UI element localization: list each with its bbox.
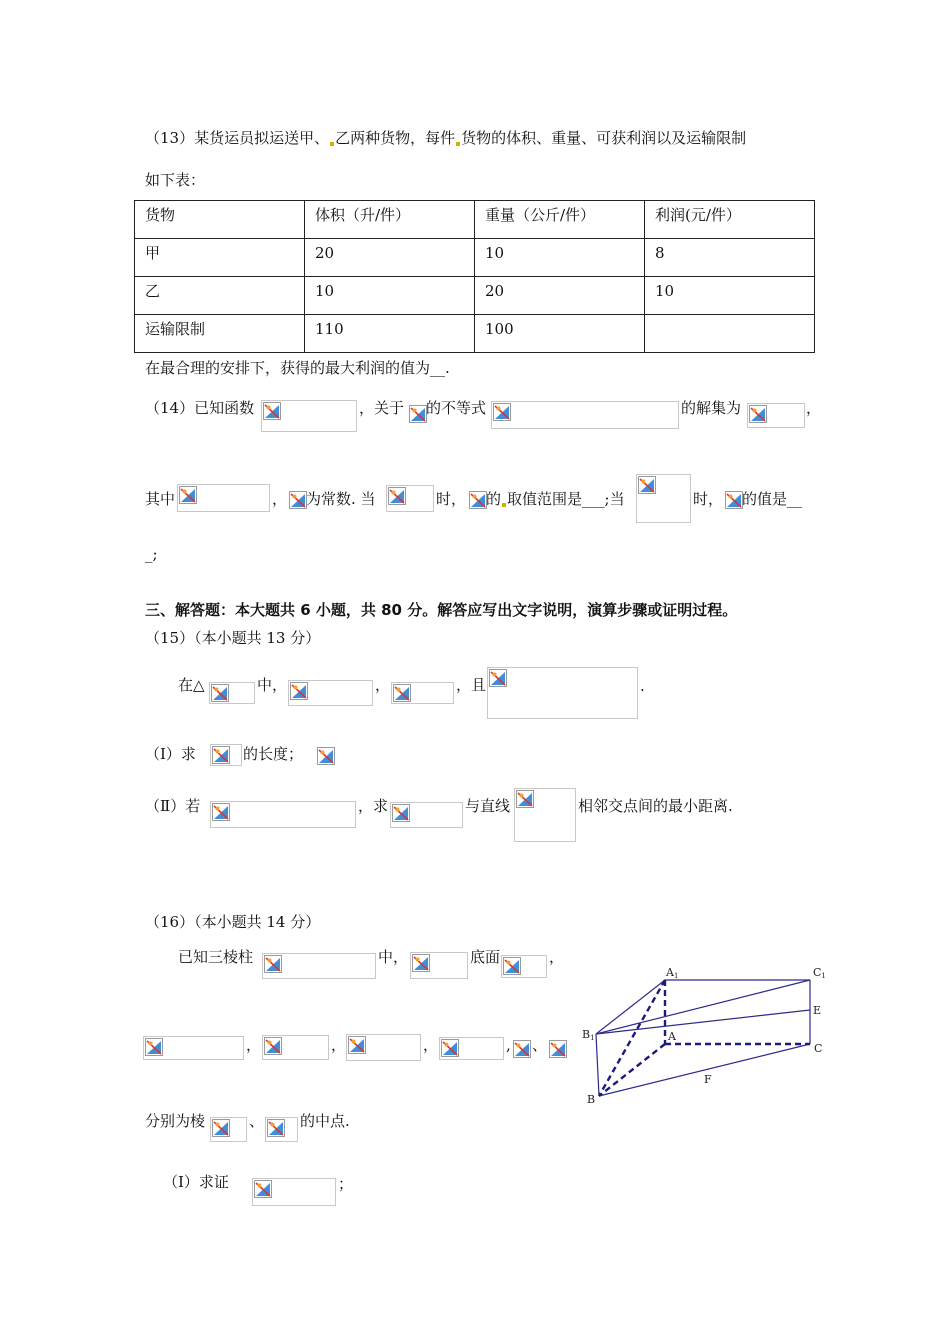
label-e: E [813,1004,822,1017]
broken-image-icon [179,486,197,504]
broken-image-icon [513,1040,531,1058]
q14-text: 其中 [145,490,176,508]
q14-text: 为常数. 当 [306,490,376,508]
formula-image [288,490,306,510]
label-c1: C1 [813,966,826,980]
q16-text: 、 [249,1112,265,1130]
label-f: F [704,1073,712,1086]
broken-image-icon [317,747,335,765]
formula-image [210,744,242,766]
formula-image [261,400,357,432]
table-row [135,277,815,315]
formula-image [410,952,468,979]
label-b: B [587,1093,596,1106]
formula-image [386,485,434,512]
q14-text: 时， [693,490,724,508]
broken-image-icon [264,1037,282,1055]
q16-text: 已知三棱柱 [178,948,254,966]
broken-image-icon [264,955,282,973]
formula-image [512,1039,532,1059]
q13-line2: 如下表： [145,171,206,189]
q15-text: 在△ [178,676,205,694]
table-header-cell: 货物 [135,201,305,239]
q16-text: 分别为棱 [145,1112,206,1130]
formula-image [724,490,742,510]
q14-text: ， [272,490,288,508]
broken-image-icon [469,491,487,509]
q15-header: （15）（本小题共 13 分） [145,629,321,647]
broken-image-icon [489,669,507,687]
formula-image [288,680,373,706]
q16-text: ， [246,1036,262,1054]
q13-line1: （13）某货运员拟运送甲、 乙两种货物，每件 货物的体积、重量、可获利润以及运输限制 [145,129,747,147]
dot-mark [330,142,334,146]
formula-image [210,1117,247,1142]
broken-image-icon [212,803,230,821]
cargo-table [134,200,815,353]
broken-image-icon [409,405,427,423]
table-row [135,315,815,353]
table-cell: 110 [305,315,475,353]
label-a: A [668,1030,676,1043]
broken-image-icon [412,954,430,972]
table-cell: 100 [475,315,645,353]
q16-text: ， [549,948,565,966]
broken-image-icon [393,684,411,702]
broken-image-icon [212,1119,230,1137]
broken-image-icon [263,402,281,420]
q14-text: 时， [436,490,467,508]
formula-image [747,403,805,428]
prism-figure [580,962,830,1112]
broken-image-icon [289,491,307,509]
formula-image [316,746,334,766]
broken-image-icon [516,790,534,808]
q14-text: 的不等式 [426,399,487,417]
formula-image [636,474,691,523]
edge-b1e [596,1010,810,1034]
edge-a1b-hidden [599,980,665,1096]
table-header-cell: 利润(元/件） [645,201,815,239]
q13-after: 在最合理的安排下，获得的最大利润的值为__. [145,359,450,377]
formula-image [468,490,486,510]
table-header-row [135,201,815,239]
formula-image [439,1037,504,1060]
formula-image [262,1035,329,1060]
label-c: C [814,1042,823,1055]
q15-text: （Ⅱ）若 [145,797,201,815]
table-row [135,239,815,277]
broken-image-icon [388,487,406,505]
formula-image [487,667,638,719]
table-cell: 10 [305,277,475,315]
formula-image [391,682,454,704]
broken-image-icon [145,1038,163,1056]
formula-image [408,404,426,426]
q15-text: 与直线 [465,797,511,815]
table-cell: 10 [645,277,815,315]
formula-image [390,802,463,828]
label-b1: B1 [582,1028,595,1042]
table-header-cell: 体积（升/件） [305,201,475,239]
q16-text: 中， [378,948,409,966]
broken-image-icon [267,1119,285,1137]
broken-image-icon [348,1036,366,1054]
q16-text: ； [338,1175,354,1193]
edge-b1b [596,1034,599,1096]
table-cell: 20 [475,277,645,315]
q16-text: , [506,1036,511,1054]
table-cell [645,315,815,353]
table-cell: 8 [645,239,815,277]
formula-image [209,682,255,704]
q15-text: 中， [257,676,288,694]
broken-image-icon [211,684,229,702]
broken-image-icon [503,957,521,975]
broken-image-icon [290,682,308,700]
q15-text: （Ⅰ）求 [145,745,196,763]
q16-text: ， [423,1036,439,1054]
q14-text: 的 取值范围是___;当 [486,490,625,508]
broken-image-icon [638,476,656,494]
broken-image-icon [725,491,743,509]
q14-text: _; [145,545,158,563]
formula-image [548,1039,566,1059]
broken-image-icon [392,804,410,822]
broken-image-icon [441,1039,459,1057]
q15-text: ，求 [358,797,389,815]
table-cell: 甲 [135,239,305,277]
q16-text: ， [331,1036,347,1054]
formula-image [346,1034,421,1061]
broken-image-icon [493,403,511,421]
table-cell: 20 [305,239,475,277]
q15-text: ， [375,676,391,694]
q14-text: 的解集为 [681,399,742,417]
section-title: 三、解答题：本大题共 6 小题，共 80 分。解答应写出文字说明，演算步骤或证明过程。 [145,601,738,619]
q16-text: （Ⅰ）求证 [163,1173,229,1191]
broken-image-icon [549,1040,567,1058]
formula-image [514,788,576,842]
q15-text: 的长度； [243,745,304,763]
q16-text: 的中点. [300,1112,350,1130]
q14-text: ，关于 [359,399,405,417]
formula-image [177,484,270,512]
table-header-cell: 重量（公斤/件） [475,201,645,239]
broken-image-icon [254,1180,272,1198]
table-cell: 运输限制 [135,315,305,353]
formula-image [501,955,547,978]
formula-image [210,801,356,828]
formula-image [143,1036,244,1060]
label-a1: A1 [666,966,679,980]
q14-text: 的值是__ [742,490,803,508]
dot-mark [456,142,460,146]
q14-text: ， [806,399,822,417]
formula-image [252,1178,336,1206]
q16-text: 底面 [470,948,501,966]
table-cell: 10 [475,239,645,277]
formula-image [265,1117,298,1142]
q15-text: 相邻交点间的最小距离. [578,797,733,815]
q16-text: 、 [532,1036,548,1054]
dot-mark [502,503,506,507]
edge-b1c1 [596,980,810,1034]
formula-image [491,401,679,429]
broken-image-icon [212,746,230,764]
q14-text: （14）已知函数 [145,399,255,417]
broken-image-icon [749,405,767,423]
q16-header: （16）（本小题共 14 分） [145,913,321,931]
q15-text: ，且 [456,676,487,694]
formula-image [262,953,376,979]
q15-text: . [640,677,645,695]
table-cell: 乙 [135,277,305,315]
